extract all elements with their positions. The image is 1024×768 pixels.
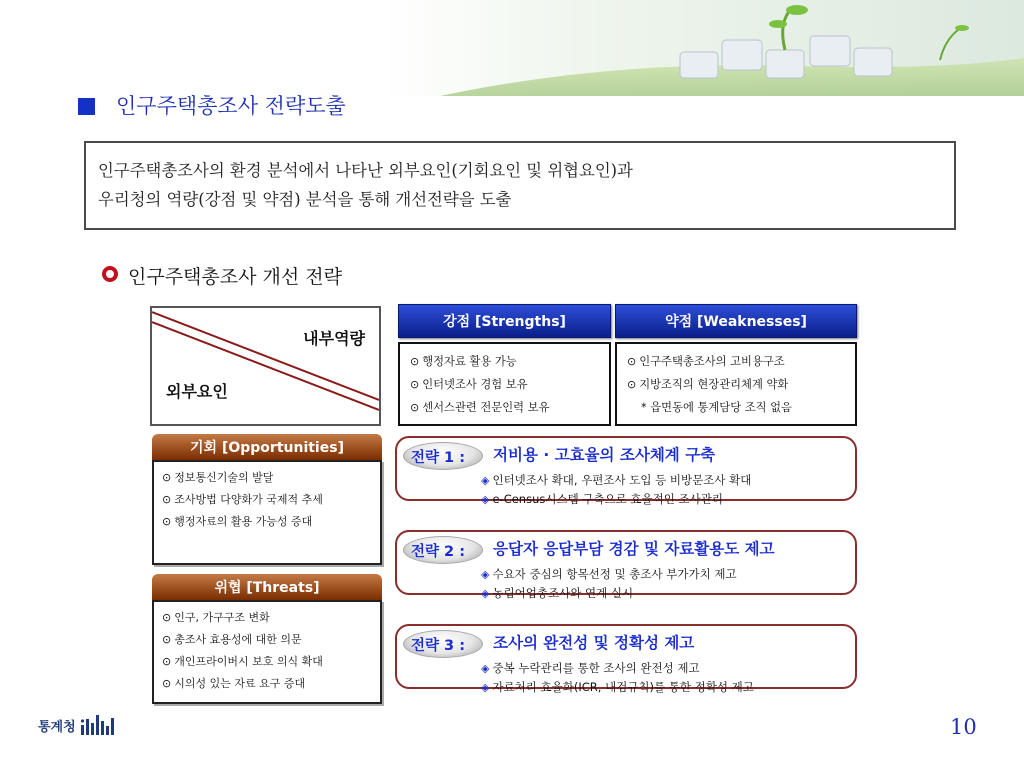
strategy-item: ◈ 중복 누락관리를 통한 조사의 완전성 제고 — [481, 661, 700, 675]
circled-dot-icon: ⊙ — [162, 611, 172, 624]
description-box — [84, 141, 956, 230]
circled-dot-icon: ⊙ — [162, 493, 172, 506]
strategy-label: 전략 3 : — [411, 638, 465, 654]
diamond-icon: ◈ — [481, 662, 490, 675]
diamond-icon: ◈ — [481, 587, 490, 600]
diamond-icon: ◈ — [481, 681, 490, 694]
banner-illustration — [380, 0, 1024, 96]
description-line-2: 우리청의 역량(강점 및 약점) 분석을 통해 개선전략을 도출 — [98, 190, 512, 209]
strategy-label: 전략 2 : — [411, 544, 465, 560]
strategy-title: 저비용 · 고효율의 조사체계 구축 — [493, 446, 716, 464]
page-number: 10 — [950, 715, 977, 739]
diamond-icon: ◈ — [481, 493, 490, 506]
circled-dot-icon: ⊙ — [410, 401, 420, 414]
strategy-item: ◈ 인터넷조사 확대, 우편조사 도입 등 비방문조사 확대 — [481, 473, 752, 487]
list-item: ⊙ 인구, 가구구조 변화 — [162, 611, 270, 624]
page-title: 인구주택총조사 전략도출 — [116, 94, 346, 118]
internal-capability-label: 내부역량 — [303, 329, 365, 348]
list-item: ⊙ 조사방법 다양화가 국제적 추세 — [162, 493, 323, 506]
strategy-label: 전략 1 : — [411, 450, 465, 466]
circled-dot-icon: ⊙ — [162, 471, 172, 484]
list-item: ⊙ 지방조직의 현장관리체계 약화 — [627, 378, 789, 391]
strategy-item: ◈ e-Census시스템 구축으로 효율적인 조사관리 — [481, 492, 723, 506]
strategy-item: ◈ 자료처리 효율화(ICR, 내검규칙)를 통한 정확성 제고 — [481, 680, 754, 694]
logo-text: 통계청 — [38, 719, 76, 735]
strengths-header: 강점 [Strengths] — [398, 304, 611, 338]
list-item: ⊙ 행정자료 활용 가능 — [410, 355, 517, 368]
weaknesses-note: * 읍면동에 통계담당 조직 없음 — [641, 401, 792, 414]
list-item: ⊙ 개인프라이버시 보호 의식 확대 — [162, 655, 323, 668]
diamond-icon: ◈ — [481, 474, 490, 487]
weaknesses-header: 약점 [Weaknesses] — [615, 304, 857, 338]
description-line-1: 인구주택총조사의 환경 분석에서 나타난 외부요인(기회요인 및 위협요인)과 — [98, 161, 633, 180]
list-item: ⊙ 시의성 있는 자료 요구 증대 — [162, 677, 306, 690]
circled-dot-icon: ⊙ — [162, 515, 172, 528]
list-item: ⊙ 센서스관련 전문인력 보유 — [410, 401, 550, 414]
organization-logo — [38, 714, 123, 736]
circled-dot-icon: ⊙ — [162, 633, 172, 646]
strategy-title: 응답자 응답부담 경감 및 자료활용도 제고 — [493, 540, 775, 558]
threats-header: 위협 [Threats] — [152, 574, 382, 600]
circled-dot-icon: ⊙ — [627, 355, 637, 368]
external-factor-label: 외부요인 — [166, 382, 228, 401]
circled-dot-icon: ⊙ — [410, 355, 420, 368]
circled-dot-icon: ⊙ — [627, 378, 637, 391]
statistics-bars-icon — [81, 715, 123, 735]
list-item: ⊙ 정보통신기술의 발달 — [162, 471, 274, 484]
list-item: ⊙ 행정자료의 활용 가능성 증대 — [162, 515, 313, 528]
list-item: ⊙ 인터넷조사 경험 보유 — [410, 378, 528, 391]
opportunities-box — [152, 460, 382, 565]
circled-dot-icon: ⊙ — [162, 655, 172, 668]
list-item: ⊙ 인구주택총조사의 고비용구조 — [627, 355, 785, 368]
strategy-title: 조사의 완전성 및 정확성 제고 — [493, 634, 695, 652]
strategy-item: ◈ 농림어업총조사와 연계 실시 — [481, 586, 634, 600]
subheading: 인구주택총조사 개선 전략 — [128, 266, 342, 288]
strategy-1-box — [395, 436, 857, 506]
opportunities-header: 기회 [Opportunities] — [152, 434, 382, 460]
strategy-3-box — [395, 624, 857, 694]
circled-dot-icon: ⊙ — [410, 378, 420, 391]
strategy-item: ◈ 수요자 중심의 항목선정 및 총조사 부가가치 제고 — [481, 567, 737, 581]
circled-dot-icon: ⊙ — [162, 677, 172, 690]
title-square-bullet — [78, 98, 95, 115]
strengths-box — [398, 342, 611, 426]
list-item: ⊙ 총조사 효용성에 대한 의문 — [162, 633, 302, 646]
matrix-corner — [150, 306, 381, 426]
strategy-2-box — [395, 530, 857, 600]
threats-box — [152, 600, 382, 704]
weaknesses-box — [615, 342, 857, 426]
diamond-icon: ◈ — [481, 568, 490, 581]
circle-bullet-icon — [102, 266, 118, 282]
